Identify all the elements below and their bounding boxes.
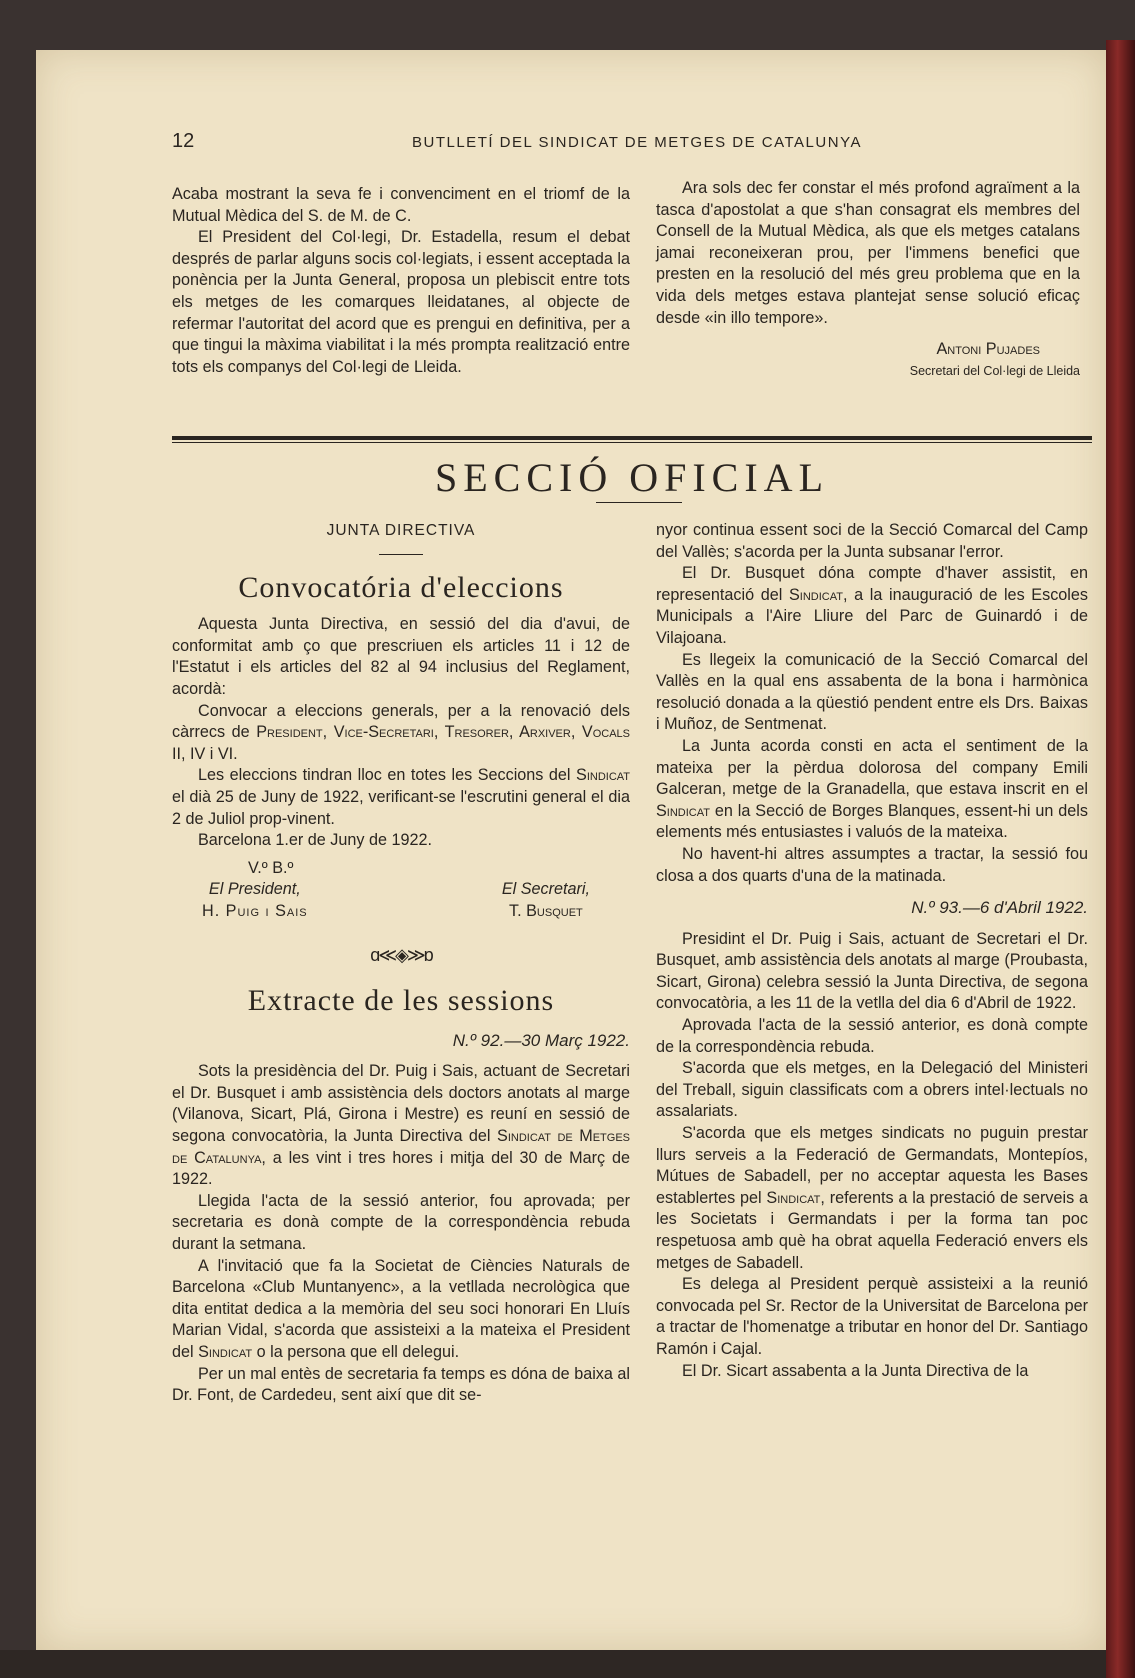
top-right-column [656, 178, 1080, 382]
paragraph: La Junta acorda consti en acta el sentiment de la mateixa per la pèrdua dolorosa del company Emili Galceran, metge de la Granadella, que estava inscrit en el Sindicat en la Secció de Borges Blanques, essent-hi un dels elements més entusiastes i valuós de la mateixa. [656, 736, 1088, 842]
paragraph: El Dr. Sicart assabenta a la Junta Directiva de la [682, 1361, 1029, 1380]
signature-role: Secretari del Col·legi de Lleida [909, 363, 1080, 378]
president-name: H. Puig i Sais [202, 901, 308, 920]
top-left-column [172, 184, 630, 378]
paragraph: Presidint el Dr. Puig i Sais, actuant de Secretari el Dr. Busquet, amb assistència dels anotats al marge (Proubasta, Sicart, Girona) celebra sessió la Junta Directiva, de segona convocatòria, a les 11 de la vetlla del dia 6 d'Abril de 1922. [656, 929, 1088, 1013]
paragraph: A l'invitació que fa la Societat de Ciències Naturals de Barcelona «Club Muntanyenc», a la vetllada necrològica que dita entitat dedica a la memòria del seu soci honorari En Lluís Marian Vidal, s'acorda que assisteixi a la mateixa el President del Sindicat o la persona que ell delegui. [172, 1256, 630, 1361]
journal-title: BUTLLETÍ DEL SINDICAT DE METGES DE CATALUNYA [412, 134, 862, 151]
secretary-label: El Secretari, [501, 880, 590, 899]
ornament: ɑ≪◈≫ɒ [370, 944, 432, 965]
paragraph: Es delega al President perquè assisteixi a la reunió convocada pel Sr. Rector de la Universitat de Barcelona per a tractar de l'homenatge a tributar en honor del Dr. Santiago Ramón i Cajal. [656, 1275, 1088, 1358]
paragraph: No havent-hi altres assumptes a tractar, la sessió fou closa a dos quarts d'una de la matinada. [656, 844, 1088, 885]
board-heading: JUNTA DIRECTIVA [326, 522, 476, 539]
title-underline [596, 502, 682, 503]
book-binding [1106, 40, 1135, 1678]
paragraph: El Dr. Busquet dóna compte d'haver assistit, en representació del Sindicat, a la inauguració de les Escoles Municipals a l'Aire Lliure del Parc de Guinardó i de Vilajoana. [656, 564, 1088, 647]
session-ref: N.º 93.—6 d'Abril 1922. [911, 898, 1088, 918]
paragraph: Ara sols dec fer constar el més profond agraïment a la tasca d'apostolat a que s'han consagrat els membres del Consell de la Mutual Mèdica, als que els metges catalans jamai reconeixeran prou, per l'immens benefici que presten en la resolució del més greu problema que en la vida dels metges estava plantejat sense solució eficaç desde «in illo tempore». [656, 179, 1080, 327]
paragraph: nyor continua essent soci de la Secció Comarcal del Camp del Vallès; s'acorda per la Junta subsanar l'error. [656, 521, 1088, 561]
signature-name: Antoni Pujades [936, 340, 1040, 359]
paragraph: S'acorda que els metges sindicats no puguin prestar llurs serveis a la Federació de Germandats, Montepíos, Mútues de Sabadell, per no acceptar aquesta les Bases establertes pel Sindicat, referents a la prestació de serveis a les Societats i Germandats i per la forma tan poc respetuosa amb què ha obrat aquella Federació envers els metges de Sabadell. [656, 1124, 1088, 1272]
extracte-heading: Extracte de les sessions [247, 984, 555, 1018]
session-ref: N.º 92.—30 Març 1922. [452, 1030, 630, 1050]
paragraph: Aprovada l'acta de la sessió anterior, es donà compte de la correspondència rebuda. [656, 1016, 1088, 1056]
paragraph: Les eleccions tindran lloc en totes les Seccions del Sindicat el dià 25 de Juny de 1922, verificant-se l'escrutini general el dia 2 de Juliol prop-vinent. [172, 766, 630, 828]
short-rule [379, 554, 423, 555]
paragraph: S'acorda que els metges, en la Delegació del Ministeri del Treball, siguin classificats com a obrers intel·lectuals no assalariats. [656, 1059, 1088, 1121]
page-number: 12 [172, 130, 195, 152]
secretary-name: T. Busquet [509, 901, 583, 920]
scan-bottom-edge [0, 1650, 1106, 1678]
paragraph: Acaba mostrant la seva fe i convenciment en el triomf de la Mutual Mèdica del S. de M. de C. [172, 185, 630, 225]
paragraph: El President del Col·legi, Dr. Estadella, resum el debat després de parlar alguns socis col·legiats, i essent acceptada la ponència per la Junta General, proposa un plebiscit entre tots els metges de les comarques lleidatanes, al objecte de refermar l'autoritat del acord que es prengui en definitiva, per a que tingui la màxima viabilitat i la més prompta realització entre tots els companys del Col·legi de Lleida. [172, 228, 631, 376]
paragraph: Aquesta Junta Directiva, en sessió del dia d'avui, de conformitat amb ço que prescriuen els articles 11 i 12 de l'Estatut i els articles del 82 al 94 inclusius del Reglament, acordà: [172, 615, 630, 698]
president-label: El President, [208, 880, 301, 899]
paragraph: Es llegeix la comunicació de la Secció Comarcal del Vallès en la qual ens assabenta de la bona i harmònica resolució donada a la qüestió pendent entre els Drs. Baixas i Muñoz, de Sentmenat. [656, 650, 1088, 734]
section-rule-thin [172, 442, 1092, 443]
left-column [172, 520, 630, 1407]
paragraph: Sots la presidència del Dr. Puig i Sais, actuant de Secretari el Dr. Busquet i amb assistència dels doctors anotats al marge (Vilanova, Sicart, Plá, Girona i Mestre) es reuní en sessió de segona convocatòria, la Junta Directiva del Sindicat de Metges de Catalunya, a les vint i tres hores i mitja del 30 de Març de 1922. [172, 1062, 630, 1189]
right-column [656, 520, 1088, 1382]
section-rule-thick [172, 436, 1092, 440]
place-date: Barcelona 1.er de Juny de 1922. [198, 831, 432, 850]
signatures [172, 879, 630, 922]
convocatoria-heading: Convocatória d'eleccions [238, 570, 564, 604]
paragraph: Per un mal entès de secretaria fa temps es dóna de baixa al Dr. Font, de Cardedeu, sent així que dit se- [172, 1364, 630, 1405]
paragraph: Llegida l'acta de la sessió anterior, fou aprovada; per secretaria es donà compte de la correspondència rebuda durant la setmana. [172, 1191, 630, 1254]
paragraph: Convocar a eleccions generals, per a la renovació dels càrrecs de President, Vice-Secretari, Tresorer, Arxiver, Vocals II, IV i VI. [172, 701, 630, 763]
approval: V.º B.º [248, 858, 294, 877]
section-title: SECCIÓ OFICIAL [434, 455, 830, 500]
